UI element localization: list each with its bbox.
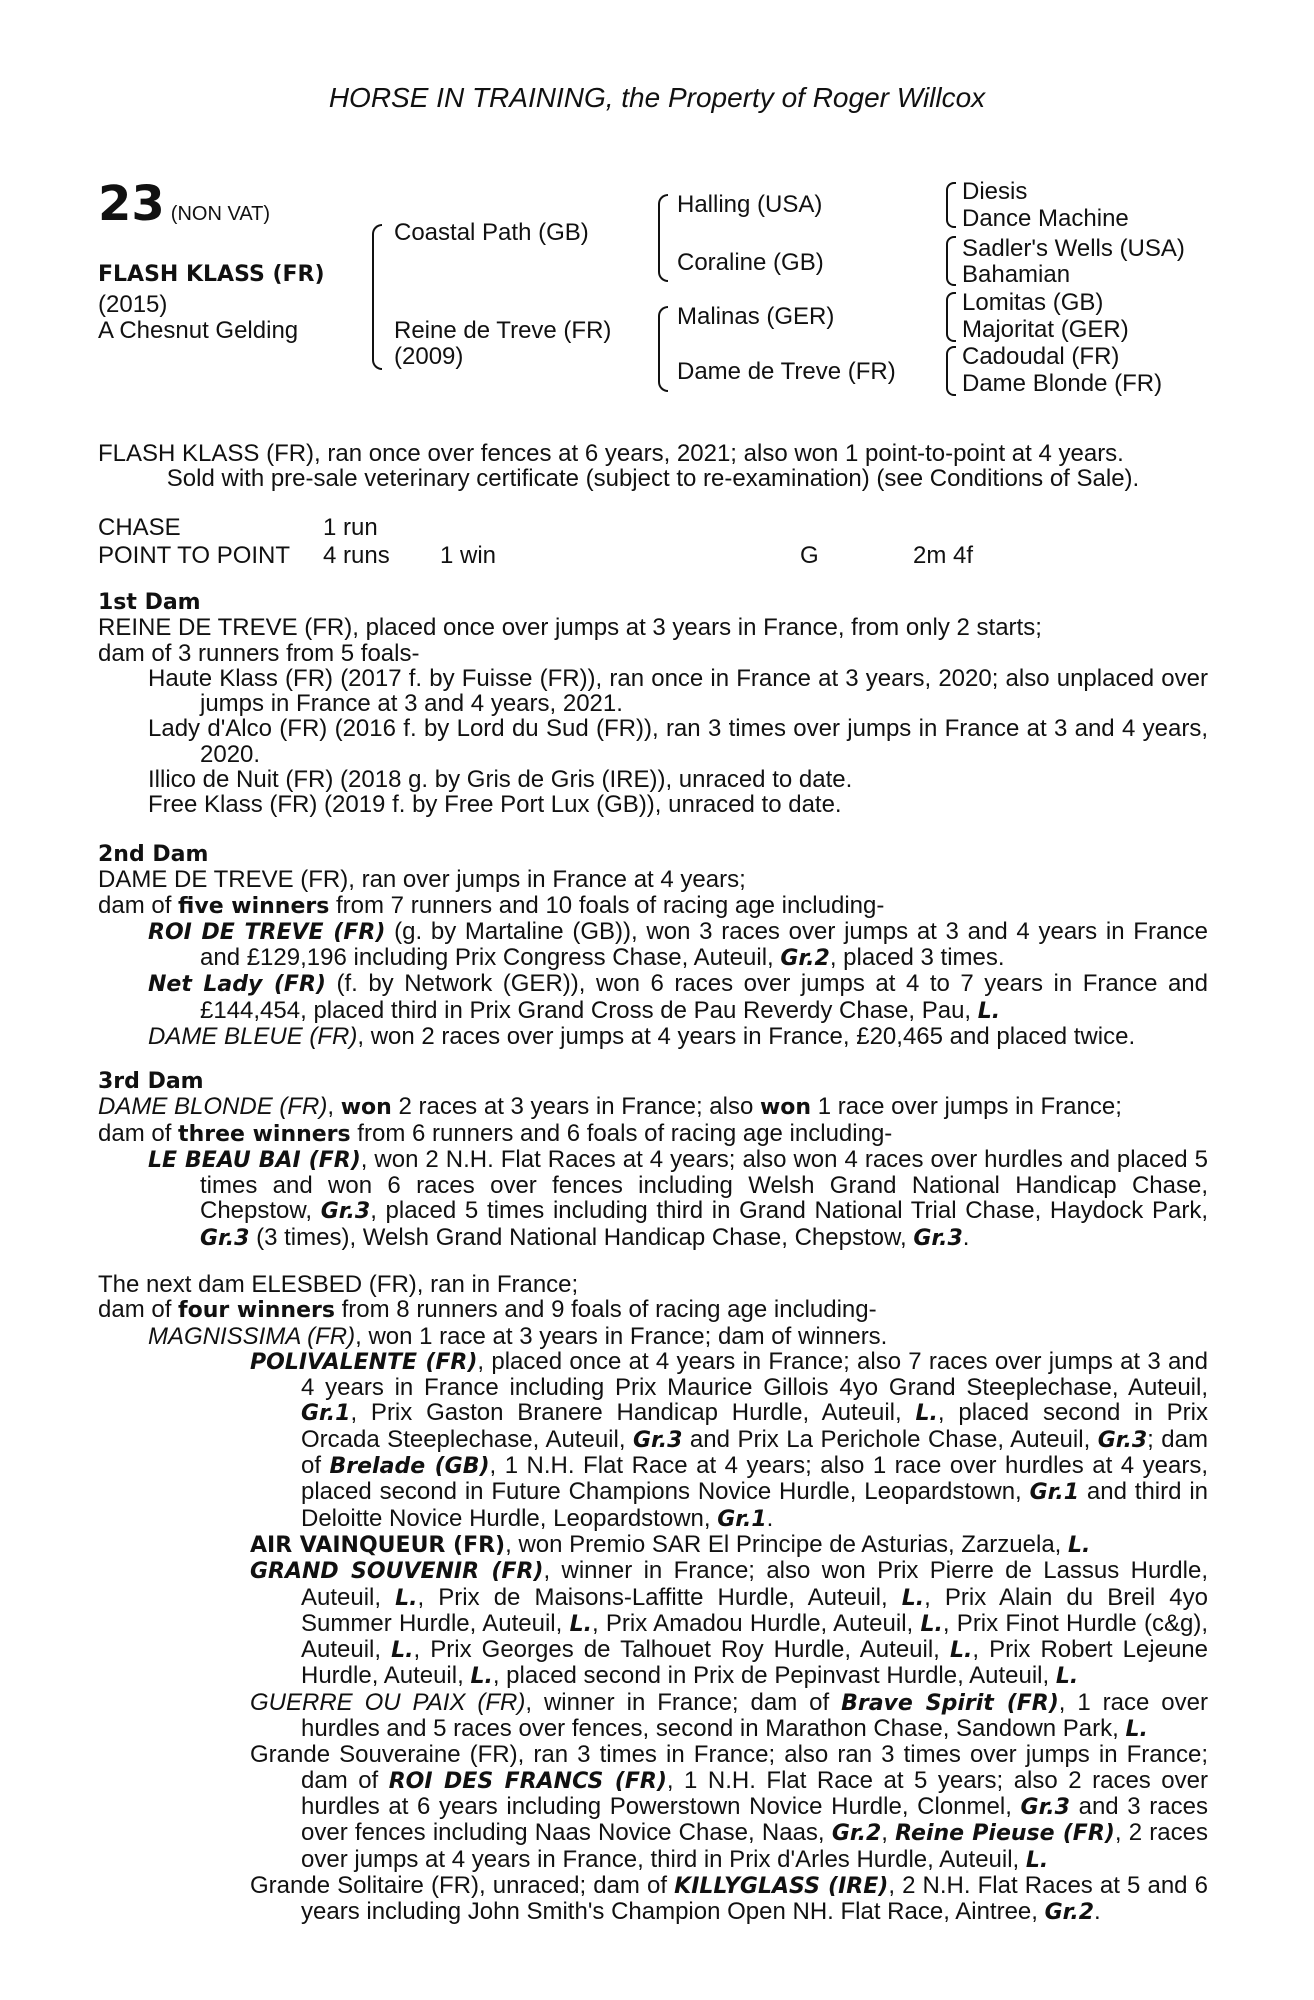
winner-entry: GUERRE OU PAIX (FR), winner in France; dam of Brave Spirit (FR), 1 race over hurdles and 5 races over fences, second in Marathon Chase, Sandown Park, L. (250, 1688, 1208, 1743)
pedigree-brace-2b (658, 306, 668, 392)
ggp-7: Cadoudal (FR) (962, 343, 1120, 370)
produce-entry: MAGNISSIMA (FR), won 1 race at 3 years in France; dam of winners. (148, 1322, 888, 1350)
second-dam-heading: 2nd Dam (98, 842, 209, 867)
vat-tag: (NON VAT) (170, 203, 271, 225)
summary (98, 441, 1208, 492)
record-type: CHASE (98, 514, 181, 541)
record-wins: 1 win (440, 542, 497, 569)
pedigree-brace-3c (946, 292, 956, 342)
winner-entry: Net Lady (FR) (f. by Network (GER)), won 6 races over jumps at 4 to 7 years in France and £144,454, placed third in Prix Grand Cross de Pau Reverdy Chase, Pau, L. (148, 970, 1208, 1024)
second-dam-intro-2: dam of five winners from 7 runners and 10 foals of racing age including- (98, 891, 885, 919)
first-dam-intro-2: dam of 3 runners from 5 foals- (98, 639, 420, 667)
pedigree-brace-1 (372, 224, 382, 370)
next-dam-section (98, 1272, 1208, 1925)
ggp-4: Bahamian (962, 261, 1071, 288)
produce-entry: Lady d'Alco (FR) (2016 f. by Lord du Sud (FR)), ran 3 times over jumps in France at 3 and 4 years, 2020. (148, 715, 1208, 768)
dam: Reine de Treve (FR) (394, 317, 612, 344)
granddam-sire: Coraline (GB) (677, 249, 824, 276)
grandsire-sire: Halling (USA) (677, 191, 823, 218)
third-dam-intro-2: dam of three winners from 6 runners and 6 foals of racing age including- (98, 1119, 893, 1147)
second-dam-intro: DAME DE TREVE (FR), ran over jumps in France at 4 years; (98, 866, 746, 894)
race-record (98, 514, 973, 570)
foal-year: (2015) (98, 291, 168, 318)
dam-year: (2009) (394, 343, 464, 370)
ggp-3: Sadler's Wells (USA) (962, 235, 1185, 262)
ggp-6: Majoritat (GER) (962, 316, 1129, 343)
record-runs: 1 run (323, 514, 378, 541)
record-distance: 2m 4f (913, 542, 974, 569)
produce-entry: Illico de Nuit (FR) (2018 g. by Gris de Gris (IRE)), unraced to date. (148, 766, 853, 794)
summary-line-2: Sold with pre-sale veterinary certificate (subject to re-examination) (see Conditions of Sale). (166, 465, 1140, 493)
third-dam-heading: 3rd Dam (98, 1069, 204, 1094)
pedigree-brace-2a (658, 194, 668, 282)
pedigree-brace-3b (946, 236, 956, 286)
first-dam-intro: REINE DE TREVE (FR), placed once over jumps at 3 years in France, from only 2 starts; (98, 614, 1042, 642)
pedigree-brace-3a (946, 182, 956, 228)
sire: Coastal Path (GB) (394, 219, 589, 246)
record-type: POINT TO POINT (98, 542, 291, 569)
record-row-ptp (98, 542, 973, 570)
second-dam-section (98, 842, 1208, 1049)
ggp-5: Lomitas (GB) (962, 289, 1104, 316)
third-dam-intro: DAME BLONDE (FR), won 2 races at 3 years in France; also won 1 race over jumps in France; (98, 1093, 1122, 1121)
granddam-dam: Dame de Treve (FR) (677, 358, 896, 385)
horse-name: FLASH KLASS (FR) (98, 262, 325, 287)
next-dam-intro-2: dam of four winners from 8 runners and 9 foals of racing age including- (98, 1296, 877, 1324)
lot-number: 23 (98, 176, 165, 232)
first-dam-heading: 1st Dam (98, 590, 201, 615)
next-dam-intro: The next dam ELESBED (FR), ran in France; (98, 1271, 579, 1298)
lot-number-block (98, 176, 270, 232)
pedigree-brace-3d (946, 346, 956, 396)
winner-entry: Grande Solitaire (FR), unraced; dam of KILLYGLASS (IRE), 2 N.H. Flat Races at 5 and 6 years including John Smith's Champion Open NH. Flat Race, Aintree, Gr.2. (250, 1871, 1208, 1926)
page-header: HORSE IN TRAINING, the Property of Roger Willcox (328, 82, 986, 113)
ggp-8: Dame Blonde (FR) (962, 370, 1163, 397)
record-row-chase (98, 514, 973, 542)
winner-entry: LE BEAU BAI (FR), won 2 N.H. Flat Races at 4 years; also won 4 races over hurdles and placed 5 times and won 6 races over fences including Welsh Grand National Handicap Chase, Chepstow, Gr.3, placed 5 times including third in Grand National Trial Chase, Haydock Park, Gr.3 (3 times), Welsh Grand National Handicap Chase, Chepstow, Gr.3. (148, 1145, 1209, 1251)
winner-entry: ROI DE TREVE (FR) (g. by Martaline (GB)), won 3 races over jumps at 3 and 4 years in France and £129,196 including Prix Congress Chase, Auteuil, Gr.2, placed 3 times. (148, 917, 1208, 972)
horse-description: A Chesnut Gelding (98, 317, 299, 344)
winner-entry: AIR VAINQUEUR (FR), won Premio SAR El Principe de Asturias, Zarzuela, L. (250, 1530, 1091, 1558)
record-going: G (800, 542, 819, 569)
ggp-2: Dance Machine (962, 205, 1129, 232)
winner-entry: DAME BLEUE (FR), won 2 races over jumps at 4 years in France, £20,465 and placed twice. (148, 1023, 1136, 1051)
ggp-1: Diesis (962, 178, 1028, 205)
winner-entry: POLIVALENTE (FR), placed once at 4 years in France; also 7 races over jumps at 3 and 4 years in France including Prix Maurice Gillois 4yo Grand Steeplechase, Auteuil, Gr.1, Prix Gaston Branere Handicap Hurdle, Auteuil, L., placed second in Prix Orcada Steeplechase, Auteuil, Gr.3 and Prix La Perichole Chase, Auteuil, Gr.3; dam of Brelade (GB), 1 N.H. Flat Race at 4 years; also 1 race over hurdles at 4 years, placed second in Future Champions Novice Hurdle, Leopardstown, Gr.1 and third in Deloitte Novice Hurdle, Leopardstown, Gr.1. (250, 1347, 1208, 1532)
winner-entry: Grande Souveraine (FR), ran 3 times in France; also ran 3 times over jumps in France; dam of ROI DES FRANCS (FR), 1 N.H. Flat Race at 5 years; also 2 races over hurdles at 6 years including Powerstown Novice Hurdle, Clonmel, Gr.3 and 3 races over fences including Naas Novice Chase, Naas, Gr.2, Reine Pieuse (FR), 2 races over jumps at 4 years in France, third in Prix d'Arles Hurdle, Auteuil, L. (250, 1741, 1209, 1873)
record-runs: 4 runs (323, 542, 390, 569)
first-dam-section (98, 590, 1208, 818)
third-dam-section (98, 1069, 1208, 1251)
summary-line-1: FLASH KLASS (FR), ran once over fences at 6 years, 2021; also won 1 point-to-point at 4 years. (98, 440, 1124, 467)
winner-entry: GRAND SOUVENIR (FR), winner in France; also won Prix Pierre de Lassus Hurdle, Auteuil, L., Prix de Maisons-Laffitte Hurdle, Auteuil, L., Prix Alain du Breil 4yo Summer Hurdle, Auteuil, L., Prix Amadou Hurdle, Auteuil, L., Prix Finot Hurdle (c&g), Auteuil, L., Prix Georges de Talhouet Roy Hurdle, Auteuil, L., Prix Robert Lejeune Hurdle, Auteuil, L., placed second in Prix de Pepinvast Hurdle, Auteuil, L. (250, 1557, 1209, 1690)
produce-entry: Free Klass (FR) (2019 f. by Free Port Lux (GB)), unraced to date. (148, 791, 842, 819)
grandsire-dam: Malinas (GER) (677, 303, 835, 330)
produce-entry: Haute Klass (FR) (2017 f. by Fuisse (FR)), ran once in France at 3 years, 2020; also unplaced over jumps in France at 3 and 4 years, 2021. (148, 664, 1208, 718)
